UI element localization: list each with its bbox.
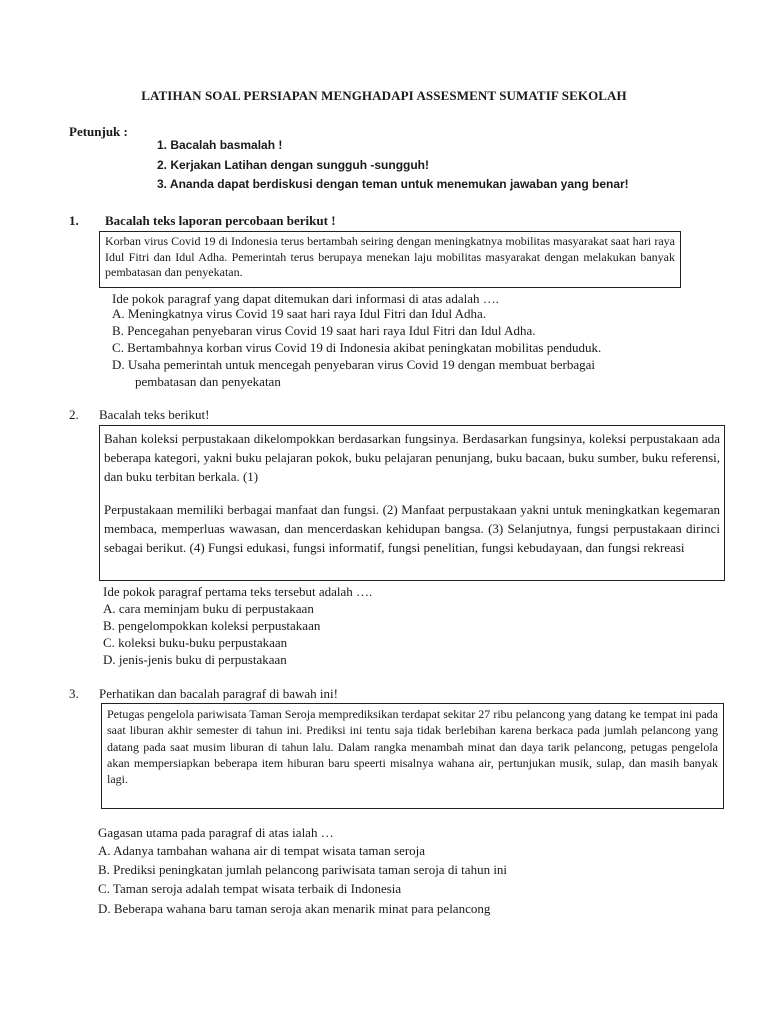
q3-passage: Petugas pengelola pariwisata Taman Seroja memprediksikan terdapat sekitar 27 ribu pelancong yang datang ke tempat ini pada saat liburan akhir semester di tahun ini. Prediksi ini tentu saja tidak berlebihan karena berkaca pada jumlah pelancong yang datang pada saat musim liburan di tahun lalu. Dalam rangka menambah minat dan daya tarik pelancong, petugas pengelola akan mempersiapkan beberapa item hiburan baru speerti misalnya wahana air, pertunjukan musik, sulap, dan masih banyak lagi. xyxy=(107,707,718,787)
q3-prompt: Perhatikan dan bacalah paragraf di bawah ini! xyxy=(99,686,338,701)
q2-passage-box xyxy=(99,425,725,581)
q1-question: Ide pokok paragraf yang dapat ditemukan dari informasi di atas adalah …. xyxy=(112,291,499,306)
q2-option-a: A. cara meminjam buku di perpustakaan xyxy=(103,601,314,616)
q2-option-b: B. pengelompokkan koleksi perpustakaan xyxy=(103,618,321,633)
instruction-item: 3. Ananda dapat berdiskusi dengan teman untuk menemukan jawaban yang benar! xyxy=(157,177,629,191)
q3-option-a: A. Adanya tambahan wahana air di tempat wisata taman seroja xyxy=(98,843,426,858)
q2-prompt: Bacalah teks berikut! xyxy=(99,407,210,422)
q1-option-d-continued: pembatasan dan penyekatan xyxy=(135,374,281,389)
q3-option-c: C. Taman seroja adalah tempat wisata terbaik di Indonesia xyxy=(98,881,402,896)
instruction-item: 2. Kerjakan Latihan dengan sungguh -sungguh! xyxy=(157,158,430,172)
q1-option-a: A. Meningkatnya virus Covid 19 saat hari raya Idul Fitri dan Idul Adha. xyxy=(112,306,487,321)
q1-passage: Korban virus Covid 19 di Indonesia terus bertambah seiring dengan meningkatnya mobilitas masyarakat saat hari raya Idul Fitri dan Idul Adha. Pemerintah terus berupaya menekan laju mobilitas masyarakat dengan melakukan banyak pembatasan dan penyekatan. xyxy=(105,234,675,279)
q1-number: 1. xyxy=(69,213,79,228)
q1-option-c: C. Bertambahnya korban virus Covid 19 di Indonesia akibat peningkatan mobilitas penduduk. xyxy=(112,340,602,355)
q3-question: Gagasan utama pada paragraf di atas ialah … xyxy=(98,825,334,840)
q2-passage-paragraph-2: Perpustakaan memiliki berbagai manfaat dan fungsi. (2) Manfaat perpustakaan yakni untuk meningkatkan kegemaran membaca, memperluas wawasan, dan mencerdaskan kehidupan bangsa. (3) Selanjutnya, fungsi perpustakaan dirinci sebagai berikut. (4) Fungsi edukasi, fungsi informatif, fungsi penelitian, fungsi kebudayaan, dan fungsi rekreasi xyxy=(104,502,720,555)
q3-number: 3. xyxy=(69,686,79,701)
q2-passage-paragraph-1: Bahan koleksi perpustakaan dikelompokkan berdasarkan fungsinya. Berdasarkan fungsinya, koleksi perpustakaan ada beberapa kategori, yakni buku pelajaran pokok, buku pelajaran penunjang, buku bacaan, buku sumber, buku referensi, dan buku terbitan berkala. (1) xyxy=(104,431,720,484)
q2-question: Ide pokok paragraf pertama teks tersebut adalah …. xyxy=(103,584,373,599)
instruction-item: 1. Bacalah basmalah ! xyxy=(157,138,283,152)
q1-passage-box xyxy=(99,231,681,288)
page-title: LATIHAN SOAL PERSIAPAN MENGHADAPI ASSESMENT SUMATIF SEKOLAH xyxy=(141,88,627,103)
q2-option-c: C. koleksi buku-buku perpustakaan xyxy=(103,635,288,650)
q2-number: 2. xyxy=(69,407,79,422)
q2-option-d: D. jenis-jenis buku di perpustakaan xyxy=(103,652,287,667)
q1-option-d: D. Usaha pemerintah untuk mencegah penyebaran virus Covid 19 dengan membuat berbagai xyxy=(112,357,596,372)
q3-option-d: D. Beberapa wahana baru taman seroja akan menarik minat para pelancong xyxy=(98,901,491,916)
q3-passage-box xyxy=(101,703,724,809)
q1-option-b: B. Pencegahan penyebaran virus Covid 19 saat hari raya Idul Fitri dan Idul Adha. xyxy=(112,323,536,338)
q3-option-b: B. Prediksi peningkatan jumlah pelancong pariwisata taman seroja di tahun ini xyxy=(98,862,508,877)
instructions-label: Petunjuk : xyxy=(69,124,128,139)
q1-prompt: Bacalah teks laporan percobaan berikut ! xyxy=(105,213,336,228)
